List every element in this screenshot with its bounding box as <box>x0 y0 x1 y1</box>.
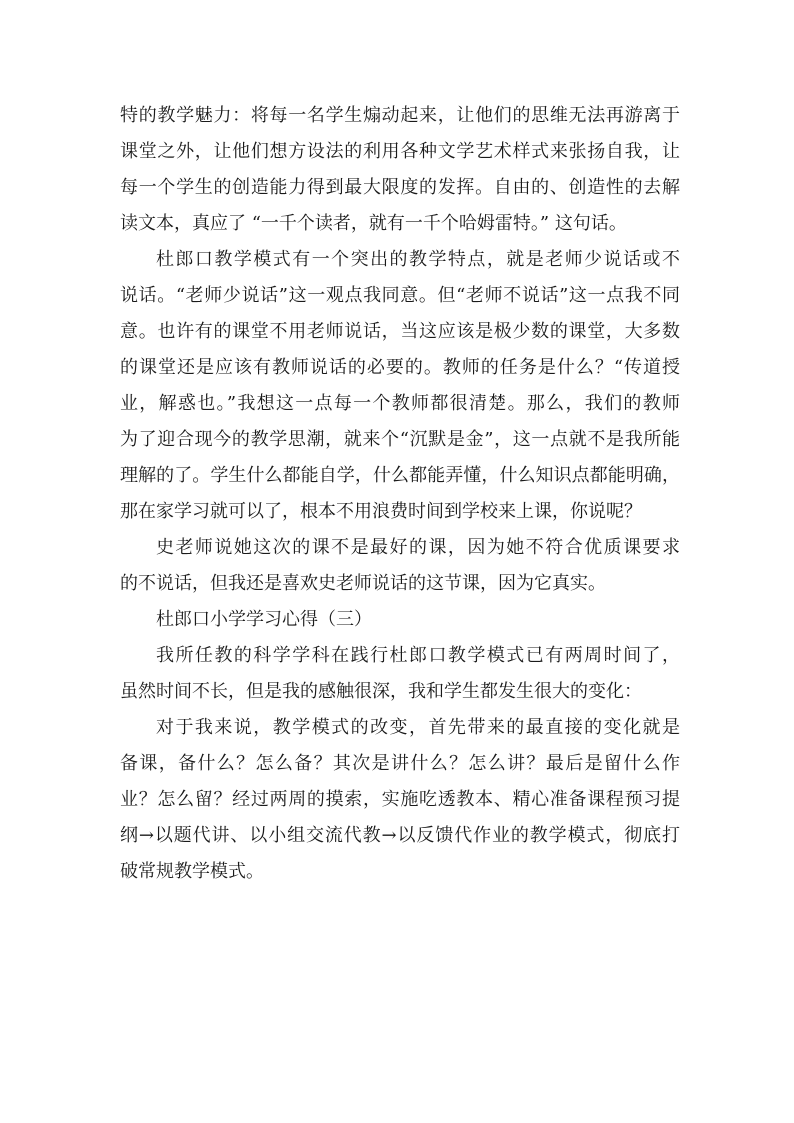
paragraph-2 <box>120 242 680 530</box>
text-line: 每一个学生的创造能力得到最大限度的发挥。自由的、创造性的去解 <box>120 177 680 198</box>
text-line: 那在家学习就可以了，根本不用浪费时间到学校来上课，你说呢？ <box>120 501 642 522</box>
text-line: 杜郎口教学模式有一个突出的教学特点，就是老师少说话或不 <box>156 249 680 270</box>
paragraph-5 <box>120 638 680 710</box>
text-line: 课堂之外，让他们想方设法的利用各种文学艺术样式来张扬自我，让 <box>120 141 680 162</box>
text-line: 对于我来说，教学模式的改变，首先带来的最直接的变化就是 <box>156 717 680 738</box>
text-line: 的不说话，但我还是喜欢史老师说话的这节课，因为它真实。 <box>120 573 606 594</box>
text-line: 史老师说她这次的课不是最好的课，因为她不符合优质课要求 <box>156 537 680 558</box>
text-line: 的课堂还是应该有教师说话的必要的。教师的任务是什么？“传道授 <box>120 357 680 378</box>
text-line: 虽然时间不长，但是我的感触很深，我和学生都发生很大的变化： <box>120 681 642 702</box>
heading-text: 杜郎口小学学习心得（三） <box>156 609 372 630</box>
text-line: 为了迎合现今的教学思潮，就来个“沉默是金”，这一点就不是我所能 <box>120 429 680 450</box>
text-line: 我所任教的科学学科在践行杜郎口教学模式已有两周时间了， <box>156 645 680 666</box>
text-line: 说话。“老师少说话”这一观点我同意。但“老师不说话”这一点我不同 <box>120 285 680 306</box>
text-line: 业？怎么留？经过两周的摸索，实施吃透教本、精心准备课程预习提 <box>120 789 680 810</box>
paragraph-3 <box>120 530 680 602</box>
text-line: 备课，备什么？怎么备？其次是讲什么？怎么讲？最后是留什么作 <box>120 753 680 774</box>
text-line: 纲→以题代讲、以小组交流代教→以反馈代作业的教学模式，彻底打 <box>120 825 680 846</box>
document-body <box>120 98 680 890</box>
paragraph-1 <box>120 98 680 242</box>
text-line: 读文本，真应了 “一千个读者，就有一千个哈姆雷特。” 这句话。 <box>120 213 627 234</box>
text-line: 意。也许有的课堂不用老师说话，当这应该是极少数的课堂，大多数 <box>120 321 680 342</box>
text-line: 理解的了。学生什么都能自学，什么都能弄懂，什么知识点都能明确， <box>120 465 680 486</box>
text-line: 业，解惑也。”我想这一点每一个教师都很清楚。那么，我们的教师 <box>120 393 680 414</box>
section-heading <box>120 602 680 638</box>
text-line: 破常规教学模式。 <box>120 861 264 882</box>
paragraph-6 <box>120 710 680 890</box>
text-line: 特的教学魅力：将每一名学生煽动起来，让他们的思维无法再游离于 <box>120 105 680 126</box>
